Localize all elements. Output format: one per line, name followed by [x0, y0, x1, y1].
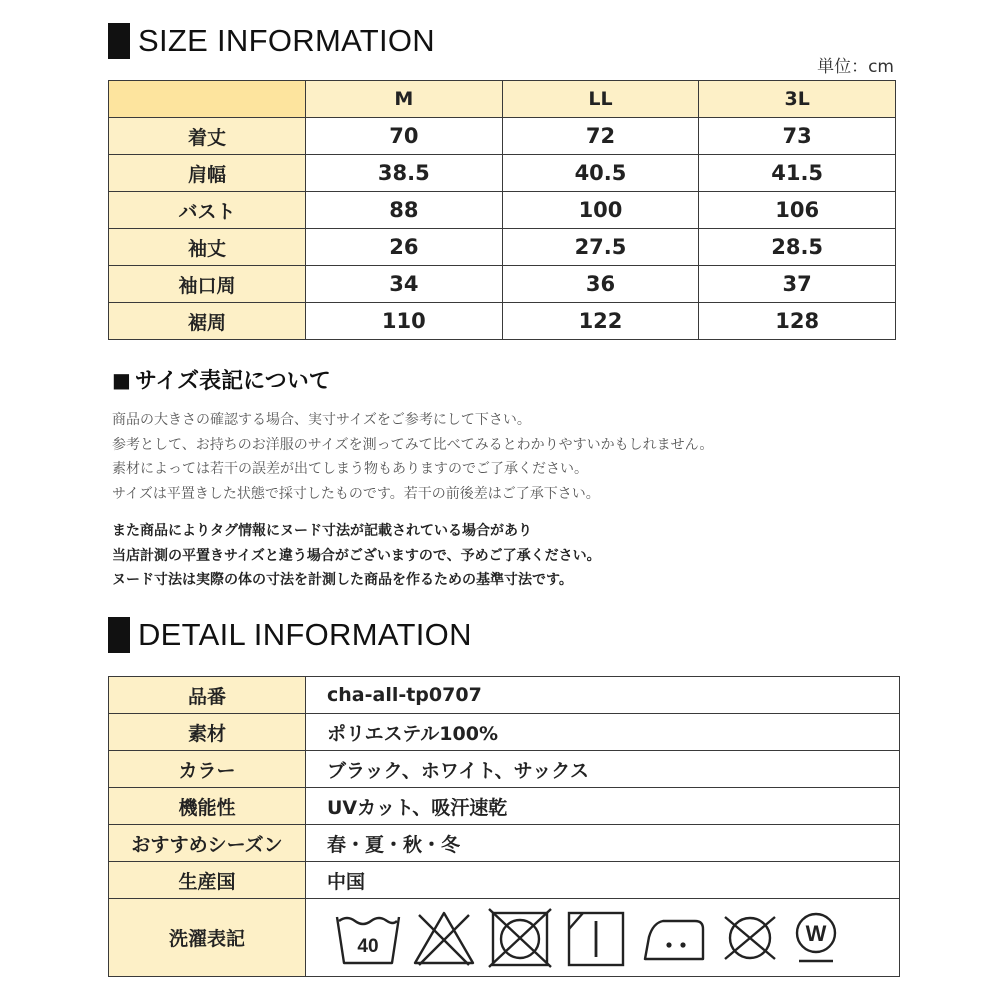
heading-bar: [108, 617, 130, 653]
size-table: [108, 80, 896, 340]
heading-text: SIZE INFORMATION: [138, 23, 435, 58]
line-dry-shade-icon: [563, 907, 629, 969]
detail-label: カラー: [109, 751, 306, 788]
size-cell: 70: [306, 118, 503, 155]
detail-row: [109, 825, 900, 862]
size-row-label: 袖丈: [109, 229, 306, 266]
size-row: [109, 155, 896, 192]
wash-label: 洗濯表記: [109, 899, 306, 977]
size-cell: 128: [699, 303, 896, 340]
unit-note: 単位：cm: [817, 57, 894, 77]
size-row-label: バスト: [109, 192, 306, 229]
size-note-title-text: サイズ表記について: [134, 369, 331, 394]
size-column-header: M: [306, 81, 503, 118]
size-cell: 28.5: [699, 229, 896, 266]
no-bleach-icon: [411, 907, 477, 969]
size-cell: 41.5: [699, 155, 896, 192]
size-cell: 72: [502, 118, 699, 155]
wash-tub-40-icon: [335, 907, 401, 969]
detail-row: [109, 788, 900, 825]
heading-text: DETAIL INFORMATION: [138, 617, 472, 652]
detail-row: [109, 714, 900, 751]
size-table-header: [109, 81, 896, 118]
no-tumble-dry-icon: [487, 907, 553, 969]
size-row: [109, 266, 896, 303]
size-row: [109, 229, 896, 266]
iron-low-icon: [639, 907, 709, 969]
size-note-bold-line: また商品によりタグ情報にヌード寸法が記載されている場合があり: [112, 523, 532, 539]
size-row-label: 袖口周: [109, 266, 306, 303]
wet-clean-icon: [791, 907, 841, 969]
detail-information-heading: [108, 617, 472, 653]
detail-row: [109, 751, 900, 788]
detail-value: 春・夏・秋・冬: [306, 825, 900, 862]
size-note: [112, 364, 912, 593]
size-row: [109, 192, 896, 229]
size-cell: 73: [699, 118, 896, 155]
wash-icons-cell: [306, 899, 900, 977]
size-note-line: 素材によっては若干の誤差が出てしまう物もありますのでご了承ください。: [112, 461, 588, 477]
size-cell: 88: [306, 192, 503, 229]
detail-label: おすすめシーズン: [109, 825, 306, 862]
detail-label: 品番: [109, 677, 306, 714]
detail-value: cha-all-tp0707: [306, 677, 900, 714]
square-bullet-icon: ■: [112, 367, 131, 392]
size-note-line: サイズは平置きした状態で採寸したものです。若干の前後差はご了承下さい。: [112, 485, 600, 502]
size-cell: 37: [699, 266, 896, 303]
size-cell: 38.5: [306, 155, 503, 192]
size-cell: 106: [699, 192, 896, 229]
wash-row: [109, 899, 900, 977]
size-column-header: LL: [502, 81, 699, 118]
size-table-corner: [109, 81, 306, 118]
no-dry-clean-icon: [719, 907, 781, 969]
size-note-line: 参考として、お持ちのお洋服のサイズを測ってみて比べてみるとわかりやすいかもしれません。: [112, 436, 714, 453]
detail-value: ポリエステル100%: [306, 714, 900, 751]
size-column-header: 3L: [699, 81, 896, 118]
size-cell: 40.5: [502, 155, 699, 192]
detail-row: [109, 677, 900, 714]
size-cell: 122: [502, 303, 699, 340]
size-row: [109, 303, 896, 340]
size-note-bold-line: ヌード寸法は実際の体の寸法を計測した商品を作るための基準寸法です。: [112, 572, 573, 588]
detail-label: 生産国: [109, 862, 306, 899]
size-note-title: [112, 364, 912, 395]
size-cell: 36: [502, 266, 699, 303]
detail-row: [109, 862, 900, 899]
size-information-heading: [108, 23, 435, 59]
detail-value: UVカット、吸汗速乾: [306, 788, 900, 825]
wash-temperature: 40: [357, 935, 379, 957]
detail-value: 中国: [306, 862, 900, 899]
wet-clean-letter: W: [805, 920, 827, 946]
size-cell: 34: [306, 266, 503, 303]
size-cell: 110: [306, 303, 503, 340]
size-cell: 26: [306, 229, 503, 266]
detail-label: 素材: [109, 714, 306, 751]
detail-value: ブラック、ホワイト、サックス: [306, 751, 900, 788]
size-row-label: 裾周: [109, 303, 306, 340]
size-row-label: 着丈: [109, 118, 306, 155]
size-note-bold-line: 当店計測の平置きサイズと違う場合がございますので、予めご了承ください。: [112, 547, 601, 564]
size-cell: 27.5: [502, 229, 699, 266]
detail-label: 機能性: [109, 788, 306, 825]
heading-bar: [108, 23, 130, 59]
size-note-line: 商品の大きさの確認する場合、実寸サイズをご参考にして下さい。: [112, 412, 531, 428]
size-row: [109, 118, 896, 155]
size-row-label: 肩幅: [109, 155, 306, 192]
size-cell: 100: [502, 192, 699, 229]
detail-table: [108, 676, 900, 977]
